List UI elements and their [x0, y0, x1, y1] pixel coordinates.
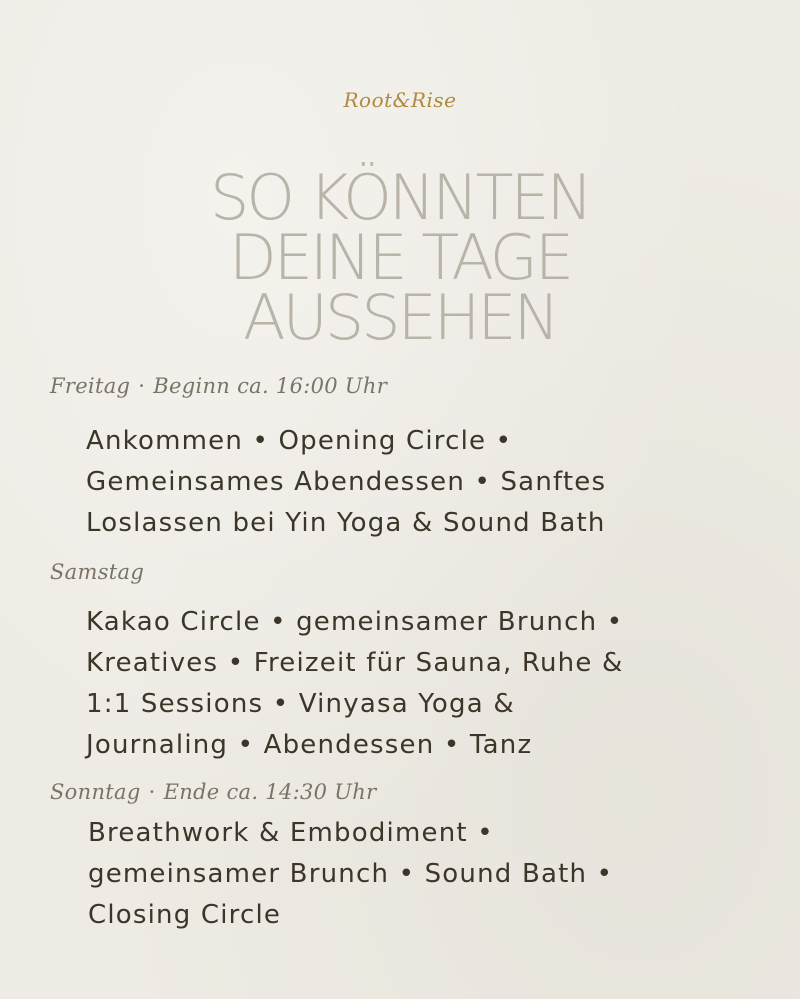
brand-logo-text: Root&Rise [343, 88, 457, 112]
saturday-day-label: Samstag [50, 560, 145, 584]
headline-line-3: AUSSEHEN [243, 281, 557, 354]
headline-line-1: SO KÖNNTEN [209, 161, 591, 234]
friday-line-2: Gemeinsames Abendessen • Sanftes [86, 467, 607, 497]
saturday-program [86, 602, 623, 766]
sunday-program [88, 813, 613, 936]
friday-line-1: Ankommen • Opening Circle • [86, 426, 513, 456]
friday-line-3: Loslassen bei Yin Yoga & Sound Bath [86, 508, 606, 538]
sunday-heading [50, 780, 376, 804]
saturday-line-2: Kreatives • Freizeit für Sauna, Ruhe & [86, 648, 624, 678]
sunday-line-3: Closing Circle [88, 900, 282, 930]
saturday-line-1: Kakao Circle • gemeinsamer Brunch • [86, 607, 624, 637]
sunday-end-note: Ende ca. 14:30 Uhr [163, 780, 377, 804]
sunday-separator: · [148, 780, 156, 804]
headline [0, 161, 800, 354]
sunday-line-1: Breathwork & Embodiment • [88, 818, 494, 848]
friday-heading [50, 374, 387, 398]
sunday-day-label: Sonntag [50, 780, 141, 804]
saturday-line-3: 1:1 Sessions • Vinyasa Yoga & [86, 689, 515, 719]
saturday-heading [50, 560, 144, 584]
headline-line-2: DEINE TAGE [228, 221, 572, 294]
sunday-line-2: gemeinsamer Brunch • Sound Bath • [88, 859, 614, 889]
saturday-line-4: Journaling • Abendessen • Tanz [86, 730, 533, 760]
friday-program [86, 421, 606, 544]
friday-start-note: Beginn ca. 16:00 Uhr [153, 374, 388, 398]
friday-day-label: Freitag [50, 374, 131, 398]
friday-separator: · [138, 374, 146, 398]
